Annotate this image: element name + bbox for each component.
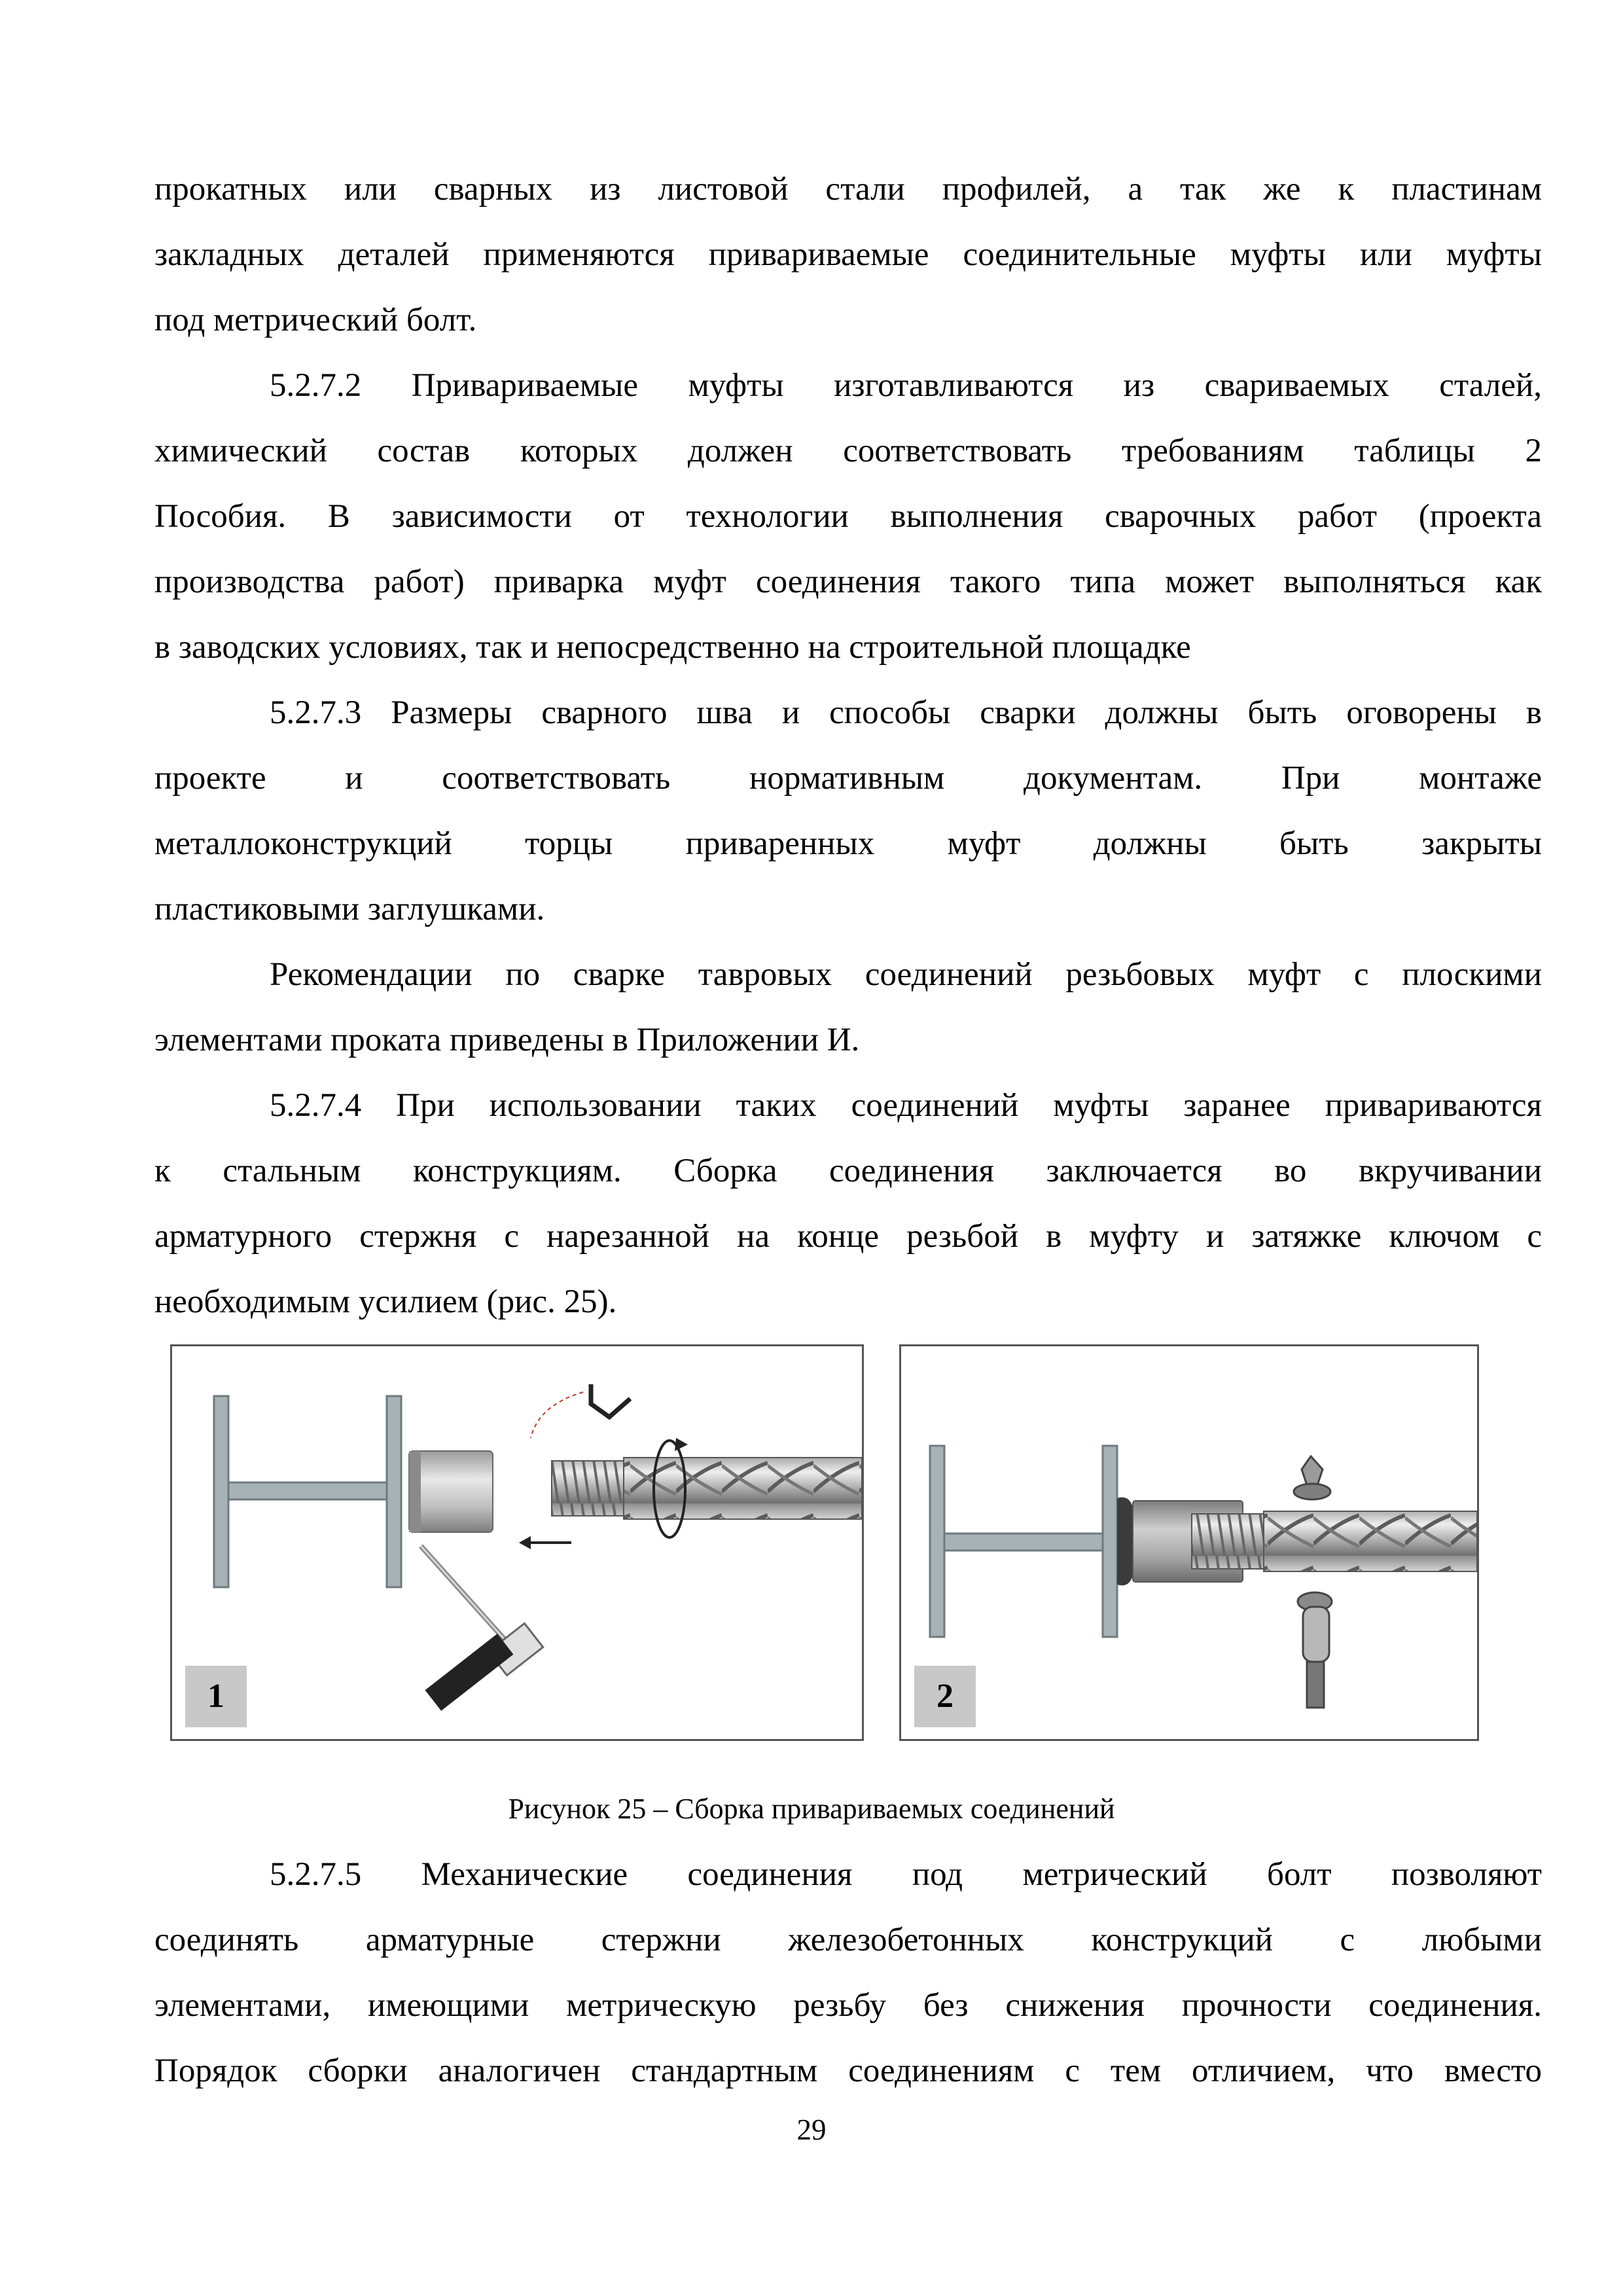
threaded-rebar [552, 1458, 862, 1519]
figure-caption: Рисунок 25 – Сборка привариваемых соединений [508, 1793, 1115, 1825]
i-beam [930, 1446, 1117, 1637]
text-line: необходимым усилием (рис. 25). [154, 1283, 617, 1320]
text-line: Порядок сборки аналогичен стандартным соединениям с тем отличием, что вместо [154, 2053, 1542, 2089]
text-line: элементами, имеющими метрическую резьбу без снижения прочности соединения. [154, 1987, 1542, 2024]
text-line: 5.2.7.2 Привариваемые муфты изготавливаются из свариваемых сталей, [270, 367, 1542, 404]
assembled-joint-illustration [901, 1346, 1477, 1739]
text-line: под метрический болт. [154, 302, 477, 338]
text-line: проекте и соответствовать нормативным документам. При монтаже [154, 760, 1542, 797]
panel-number-badge: 2 [914, 1666, 976, 1727]
figure-panel-2 [899, 1344, 1479, 1741]
text-line: закладных деталей применяются привариваемые соединительные муфты или муфты [154, 236, 1542, 273]
figure-panel-1 [170, 1344, 864, 1741]
text-line: прокатных или сварных из листовой стали профилей, а так же к пластинам [154, 171, 1542, 207]
welding-torch-icon [421, 1546, 543, 1711]
text-line: элементами проката приведены в Приложении И. [154, 1022, 860, 1058]
text-line: 5.2.7.4 При использовании таких соединений муфты заранее привариваются [270, 1087, 1542, 1124]
text-line: 5.2.7.3 Размеры сварного шва и способы сварки должны быть оговорены в [270, 694, 1542, 731]
wrench-icon [531, 1384, 630, 1438]
text-line: к стальным конструкциям. Сборка соединения заключается во вкручивании [154, 1153, 1542, 1189]
text-line: производства работ) приварка муфт соединения такого типа может выполняться как [154, 564, 1542, 600]
panel-number-badge: 1 [185, 1666, 247, 1727]
insertion-arrow-icon [519, 1536, 571, 1549]
text-line: Пособия. В зависимости от технологии выполнения сварочных работ (проекта [154, 498, 1542, 535]
text-line: пластиковыми заглушками. [154, 891, 545, 927]
i-beam [214, 1396, 401, 1587]
welding-illustration [172, 1346, 862, 1739]
coupling [409, 1451, 493, 1532]
text-line: соединять арматурные стержни железобетонных конструкций с любыми [154, 1922, 1542, 1958]
text-line: арматурного стержня с нарезанной на конце резьбой в муфту и затяжке ключом с [154, 1218, 1542, 1255]
text-line: металлоконструкций торцы приваренных муфт должны быть закрыты [154, 825, 1542, 862]
text-line: химический состав которых должен соответствовать требованиям таблицы 2 [154, 433, 1542, 469]
torque-wrench-icon [1294, 1456, 1332, 1708]
threaded-rebar [1192, 1511, 1477, 1571]
text-line: Рекомендации по сварке тавровых соединений резьбовых муфт с плоскими [270, 956, 1542, 993]
text-line: в заводских условиях, так и непосредственно на строительной площадке [154, 629, 1191, 666]
text-line: 5.2.7.5 Механические соединения под метрический болт позволяют [270, 1856, 1542, 1893]
page-number: 29 [796, 2113, 827, 2146]
